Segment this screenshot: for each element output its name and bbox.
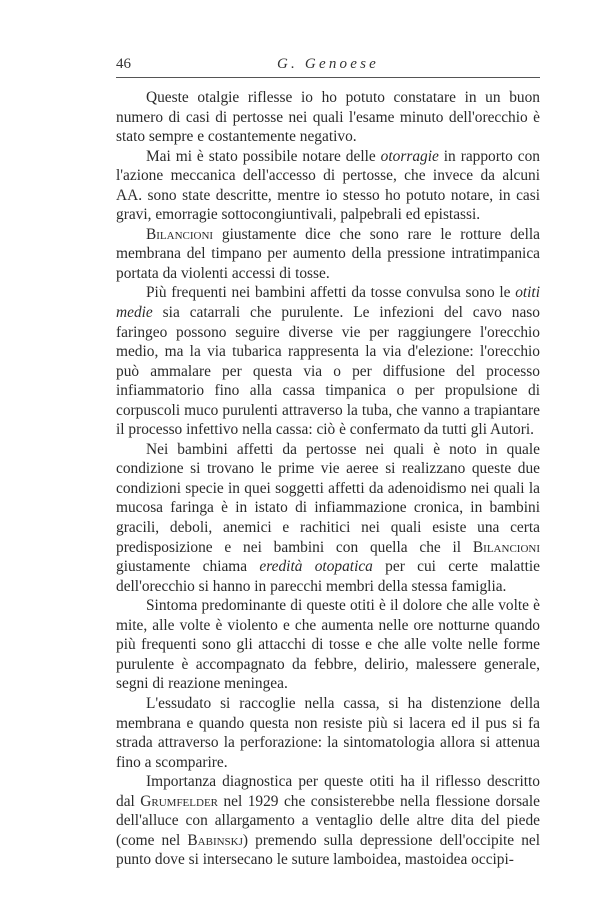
paragraph xyxy=(116,440,540,596)
text-segment: Mai mi è stato possibile notare delle xyxy=(146,147,381,165)
paragraph xyxy=(116,147,540,225)
text-segment: per cui certe malattie dell'orecchio si hanno in parecchi membri della stessa famiglia. xyxy=(116,558,540,595)
running-head-author: G. Genoese xyxy=(277,56,379,72)
paragraph xyxy=(116,772,540,870)
text-segment: in rapporto con l'azione meccanica dell'accesso di pertosse, che invece da alcuni AA. sono state descritte, mentre io stesso ho potuto notare, in casi gravi, emorragie sottocongiuntivali, palpebrali ed epistassi. xyxy=(116,147,541,224)
running-head xyxy=(116,56,540,76)
paragraph xyxy=(116,283,540,439)
text-segment: L'essudato si raccoglie nella cassa, si ha distenzione della membrana e quando questa non resiste più si lacera ed il pus si fa strada attraverso la perforazione: la sintomatologia allora si attenua fino a scomparire. xyxy=(116,694,540,771)
text-segment: Sintoma predominante di queste otiti è il dolore che alle volte è mite, alle volte è violento e che aumenta nelle ore notturne quando più frequenti sono gli attacchi di tosse e che alle volte nelle forme purulente è accompagnato da febbre, delirio, malessere generale, segni di reazione meningea. xyxy=(116,597,540,693)
italic-term: otorragie xyxy=(380,147,439,165)
text-segment: giustamente dice che sono rare le rotture della membrana del timpano per aumento della pressione intratimpanica portata da violenti accessi di tosse. xyxy=(116,225,540,282)
text-segment: sia catarrali che purulente. Le infezioni del cavo naso faringeo possono seguire diverse vie per raggiungere l'orecchio medio, ma la via tubarica rappresenta la via d'elezione: l'orecchio può ammalare per questa via o per diffusione del processo infiammatorio fino alla cassa timpanica o per propulsione di corpuscoli muco purulenti attraverso la tuba, che vanno a trapiantare il processo infettivo nella cassa: ciò è confermato da tutti gli Autori. xyxy=(116,304,540,439)
author-name: Bilancioni xyxy=(472,538,540,556)
text-segment: giustamente chiama xyxy=(116,558,260,576)
page-number: 46 xyxy=(116,56,131,72)
text-segment: Nei bambini affetti da pertosse nei quali è noto in quale condizione si trovano le prime vie aeree si realizzano queste due condizioni specie in quei soggetti affetti da adenoidismo nei quali la mucosa faringa è in istato di infiammazione cronica, in bambini gracili, deboli, anemici e rachitici nei quali esiste una certa predisposizione e nei bambini con quella che il xyxy=(116,440,540,556)
text-segment: Importanza diagnostica per queste otiti ha il riflesso descritto dal xyxy=(116,773,540,810)
paragraph xyxy=(116,694,540,772)
text-segment: Più frequenti nei bambini affetti da tosse convulsa sono le xyxy=(146,284,516,302)
text-segment: Queste otalgie riflesse io ho potuto constatare in un buon numero di casi di pertosse nei quali l'esame minuto dell'orecchio è stato sempre e costantemente negativo. xyxy=(116,89,540,146)
italic-term: otiti medie xyxy=(116,284,540,322)
body-text xyxy=(116,88,540,870)
text-segment: nel 1929 che consisterebbe nella flessione dorsale dell'alluce con allargamento a ventaglio delle altre dita del piede (come nel xyxy=(116,792,540,849)
author-name: Babinskj xyxy=(187,831,243,849)
header-rule xyxy=(116,77,540,78)
paragraph xyxy=(116,88,540,147)
author-name: Grumfelder xyxy=(140,792,218,810)
author-name: Bilancioni xyxy=(146,225,214,243)
paragraph xyxy=(116,596,540,694)
text-segment: ) premendo sulla depressione dell'occipite nel punto dove si intersecano le suture lamboidea, mastoidea occipi- xyxy=(116,831,541,869)
paragraph xyxy=(116,225,540,284)
italic-term: eredità otopatica xyxy=(259,558,373,576)
